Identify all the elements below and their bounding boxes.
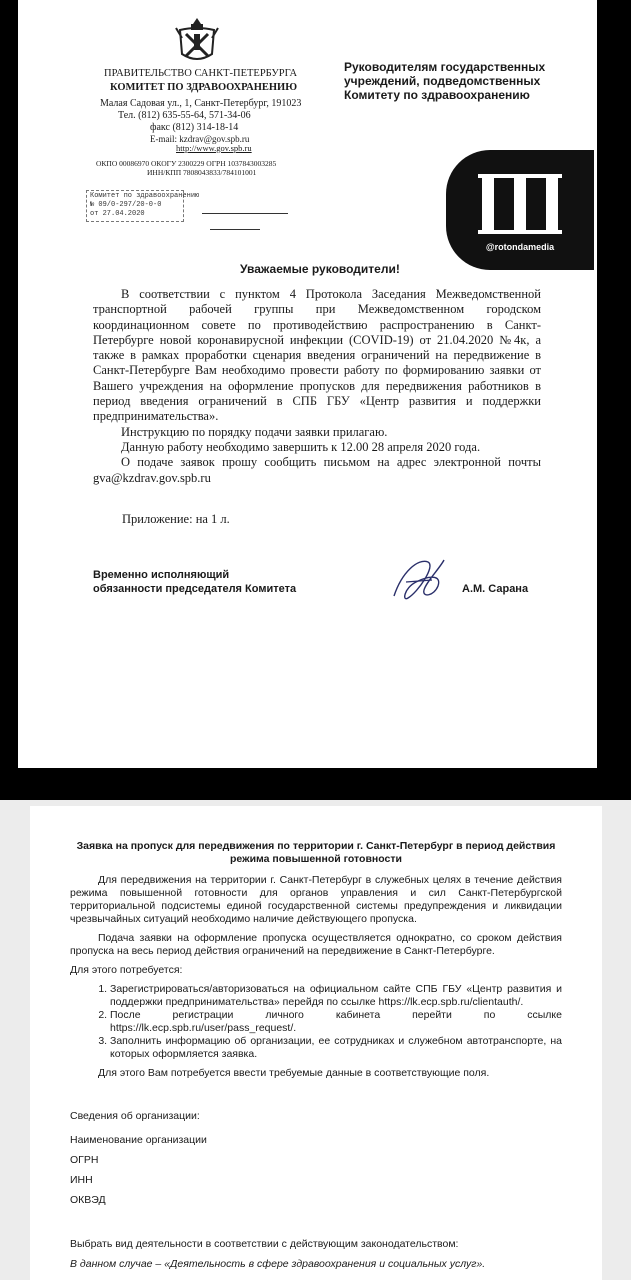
logo-column bbox=[546, 178, 558, 230]
header-committee: КОМИТЕТ ПО ЗДРАВООХРАНЕНИЮ bbox=[110, 82, 298, 93]
header-government: ПРАВИТЕЛЬСТВО САНКТ-ПЕТЕРБУРГА bbox=[104, 68, 298, 79]
list-item: 1. Зарегистрироваться/авторизоваться на официальном сайте СПБ ГБУ «Центр развития и поддержки предпринимательства» перейдя по ссылке https://lk.ecp.spb.ru/clientauth/. bbox=[110, 983, 562, 1009]
header-inn: ИНН/КПП 7808043833/784101001 bbox=[147, 168, 257, 177]
letter-body bbox=[93, 287, 541, 486]
ogrn-label: ОГРН bbox=[70, 1154, 99, 1166]
scan-border-right bbox=[597, 0, 631, 800]
paragraph: Подача заявки на оформление пропуска осуществляется однократно, со сроком действия пропуска на весь период действия ограничений на передвижение в Санкт-Петербурге. bbox=[70, 932, 562, 957]
addressee: Руководителям государственных учреждений, подведомственных Комитету по здравоохранению bbox=[344, 60, 546, 102]
coat-of-arms-icon bbox=[174, 16, 220, 66]
instruction-title bbox=[30, 840, 602, 866]
registration-stamp bbox=[86, 190, 200, 222]
title-line: Заявка на пропуск для передвижения по территории г. Санкт-Петербург в период действия bbox=[76, 840, 556, 852]
stamp-line: № 09/0-297/20-0-0 bbox=[90, 201, 162, 209]
okved-label: ОКВЭД bbox=[70, 1194, 106, 1206]
signer-role-line: Временно исполняющий bbox=[93, 569, 230, 581]
header-phone: Тел. (812) 635-55-64, 571-34-06 bbox=[118, 110, 251, 121]
paragraph: Инструкцию по порядку подачи заявки прилагаю. bbox=[121, 424, 388, 439]
header-codes: ОКПО 00086970 ОКОГУ 2300229 ОГРН 1037843003285 bbox=[96, 159, 277, 168]
logo-column bbox=[514, 178, 526, 230]
attachment-note: Приложение: на 1 л. bbox=[122, 512, 230, 526]
list-item: 3. Заполнить информацию об организации, ее сотрудниках и служебном автотранспорте, на которых оформляется заявка. bbox=[110, 1035, 562, 1061]
paragraph: В соответствии с пунктом 4 Протокола Заседания Межведомственной транспортной рабочей группы при Межведомственном городском координационном совете по противодействию распространению в Санкт-Петербурге новой коронавирусной инфекции (COVID-19) от 21.04.2020 №4к, а также в рамках проработки сценария введения ограничений на передвижение в Санкт-Петербурге Вам необходимо провести работу по формированию заявки от Вашего учреждения на оформление пропусков для передвижения работников в период введения ограничений в СПБ ГБУ «Центр развития и поддержки предпринимательства». bbox=[93, 287, 541, 424]
watermark-logo bbox=[446, 150, 594, 270]
signer-role bbox=[93, 568, 296, 596]
inn-label: ИНН bbox=[70, 1174, 93, 1186]
signer-role-line: обязанности председателя Комитета bbox=[93, 583, 297, 595]
greeting: Уважаемые руководители! bbox=[240, 262, 400, 276]
org-info-heading: Сведения об организации: bbox=[70, 1110, 200, 1122]
scan-border-left bbox=[0, 0, 18, 800]
steps-list bbox=[70, 983, 562, 1061]
paragraph: О подаче заявок прошу сообщить письмом на адрес электронной почты gva@kzdrav.gov.spb.ru bbox=[93, 455, 541, 485]
header-email: E-mail: kzdrav@gov.spb.ru bbox=[150, 134, 250, 144]
logo-bar bbox=[478, 230, 562, 234]
signer-name: А.М. Сарана bbox=[462, 583, 529, 595]
paragraph: Для передвижения на территории г. Санкт-Петербург в служебных целях в течение действия режима повышенной готовности для органов управления и сил Санкт-Петербургской территориальной подсистемы единой государственной системы предупреждения и ликвидации чрезвычайных ситуаций необходимо наличие действующего пропуска. bbox=[70, 874, 562, 925]
blank-line bbox=[202, 213, 288, 214]
title-line: режима повышенной готовности bbox=[230, 853, 402, 865]
logo-column bbox=[482, 178, 494, 230]
paragraph: Для этого потребуется: bbox=[70, 964, 183, 976]
instruction-page bbox=[30, 806, 602, 1280]
paragraph: Данную работу необходимо завершить к 12.00 28 апреля 2020 года. bbox=[121, 439, 481, 454]
activity-choice: Выбрать вид деятельности в соответствии с действующим законодательством: bbox=[70, 1238, 459, 1250]
activity-case: В данном случае – «Деятельность в сфере здравоохранения и социальных услуг». bbox=[70, 1258, 486, 1270]
blank-line bbox=[210, 229, 260, 230]
header-website: http://www.gov.spb.ru bbox=[176, 143, 252, 153]
handwritten-signature-icon bbox=[388, 552, 448, 606]
paragraph: Для этого Вам потребуется ввести требуемые данные в соответствующие поля. bbox=[98, 1067, 490, 1079]
header-address: Малая Садовая ул., 1, Санкт-Петербург, 191023 bbox=[100, 98, 302, 109]
header-fax: факс (812) 314-18-14 bbox=[150, 122, 239, 133]
org-name-label: Наименование организации bbox=[70, 1134, 207, 1146]
watermark-handle: @rotondamedia bbox=[485, 242, 555, 252]
stamp-line: от 27.04.2020 bbox=[90, 210, 145, 218]
list-item: 2. После регистрации личного кабинета перейти по ссылке https://lk.ecp.spb.ru/user/pass_request/. bbox=[110, 1009, 562, 1035]
scan-border-bottom bbox=[0, 768, 631, 800]
stamp-line: Комитет по здравоохранению bbox=[90, 192, 200, 200]
instruction-body bbox=[70, 874, 562, 1086]
